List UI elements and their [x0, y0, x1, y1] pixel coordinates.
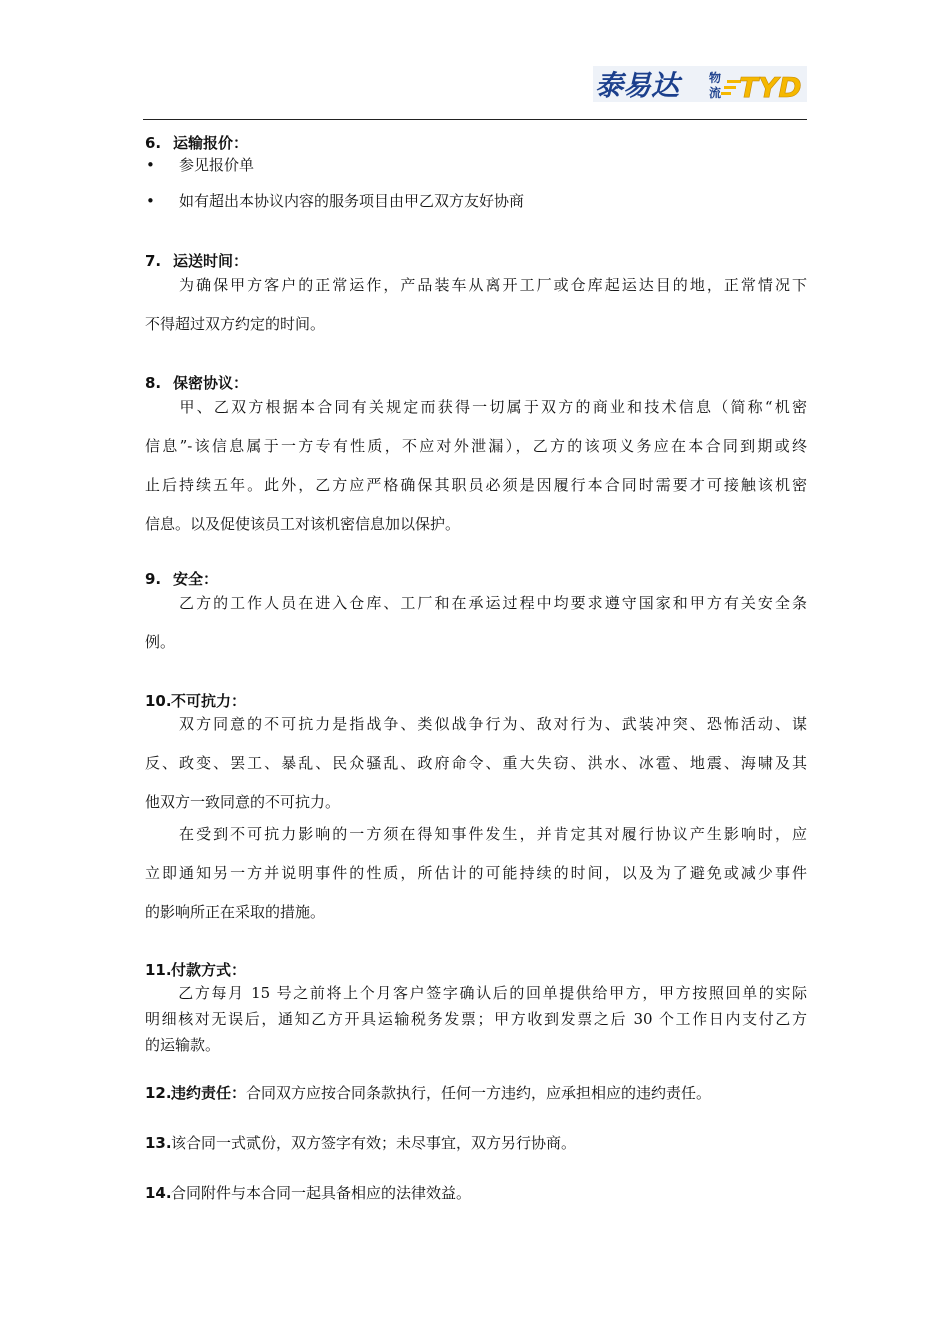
list-item-text: 如有超出本协议内容的服务项目由甲乙双方友好协商 [179, 192, 525, 210]
paragraph-line: 为确保甲方客户的正常运作，产品装车从离开工厂或仓库起运达目的地，正常情况下 [145, 276, 807, 294]
section-number: 7. [145, 252, 162, 270]
section-9-paragraph [145, 592, 807, 670]
logo-chinese-name: 泰易达 [595, 69, 680, 102]
section-number: 14. [145, 1184, 172, 1202]
section-title: 保密协议： [173, 374, 249, 392]
section-text: 该合同一式贰份，双方签字有效；未尽事宜，双方另行协商。 [171, 1134, 577, 1152]
paragraph-line: 乙方的工作人员在进入仓库、工厂和在承运过程中均要求遵守国家和甲方有关安全条 [145, 594, 807, 612]
section-14 [145, 1183, 471, 1203]
section-8-heading [145, 373, 248, 393]
list-item-text: 参见报价单 [179, 156, 255, 174]
section-number: 13. [145, 1134, 172, 1152]
section-title: 违约责任： [171, 1084, 247, 1102]
section-title: 不可抗力： [171, 692, 247, 710]
section-title: 运送时间： [173, 252, 249, 270]
section-title: 安全： [173, 570, 219, 588]
section-text: 合同附件与本合同一起具备相应的法律效益。 [171, 1184, 472, 1202]
section-10-heading [145, 691, 246, 711]
section-number: 6. [145, 134, 162, 152]
section-6-heading [145, 133, 248, 153]
logo-small-char-1: 物 [709, 71, 722, 85]
paragraph-line: 的影响所正在采取的措施。 [145, 903, 326, 921]
section-7-paragraph [145, 274, 807, 352]
section-8-paragraph [145, 396, 807, 552]
section-10-paragraph-1 [145, 713, 807, 830]
section-number: 10. [145, 692, 172, 710]
section-7-heading [145, 251, 248, 271]
paragraph-line: 反、政变、罢工、暴乱、民众骚乱、政府命令、重大失窃、洪水、冰雹、地震、海啸及其 [145, 754, 807, 772]
paragraph-line: 立即通知另一方并说明事件的性质，所估计的可能持续的时间，以及为了避免或减少事件 [145, 864, 807, 882]
section-11-paragraph [145, 982, 807, 1060]
paragraph-line: 例。 [145, 633, 176, 651]
paragraph-line: 甲、乙双方根据本合同有关规定而获得一切属于双方的商业和技术信息（简称“机密 [145, 398, 807, 416]
company-logo [593, 66, 807, 102]
header-divider [143, 119, 807, 120]
paragraph-line: 他双方一致同意的不可抗力。 [145, 793, 341, 811]
logo-english-name: TYD [739, 71, 802, 102]
bullet-icon: • [146, 192, 155, 210]
section-number: 9. [145, 570, 162, 588]
section-number: 12. [145, 1084, 172, 1102]
section-title: 付款方式： [171, 961, 247, 979]
section-9-heading [145, 569, 218, 589]
section-title: 运输报价： [173, 134, 249, 152]
paragraph-line: 明细核对无误后，通知乙方开具运输税务发票；甲方收到发票之后 30 个工作日内支付乙方 [145, 1010, 807, 1028]
list-item [146, 154, 254, 176]
section-13 [145, 1133, 576, 1153]
section-text: 合同双方应按合同条款执行，任何一方违约，应承担相应的违约责任。 [246, 1084, 712, 1102]
paragraph-line: 乙方每月 15 号之前将上个月客户签字确认后的回单提供给甲方，甲方按照回单的实际 [145, 984, 807, 1002]
list-item [146, 190, 524, 212]
paragraph-line: 信息。以及促使该员工对该机密信息加以保护。 [145, 515, 461, 533]
paragraph-line: 信息”-该信息属于一方专有性质，不应对外泄漏），乙方的该项义务应在本合同到期或终 [145, 437, 807, 455]
paragraph-line: 双方同意的不可抗力是指战争、类似战争行为、敌对行为、武装冲突、恐怖活动、谋 [145, 715, 807, 733]
section-11-heading [145, 960, 246, 980]
section-number: 11. [145, 961, 172, 979]
paragraph-line: 止后持续五年。此外，乙方应严格确保其职员必须是因履行本合同时需要才可接触该机密 [145, 476, 807, 494]
section-12 [145, 1083, 711, 1103]
section-10-paragraph-2 [145, 823, 807, 940]
paragraph-line: 在受到不可抗力影响的一方须在得知事件发生，并肯定其对履行协议产生影响时，应 [145, 825, 807, 843]
section-number: 8. [145, 374, 162, 392]
paragraph-line: 的运输款。 [145, 1036, 221, 1054]
logo-small-char-2: 流 [709, 86, 722, 100]
bullet-icon: • [146, 156, 155, 174]
paragraph-line: 不得超过双方约定的时间。 [145, 315, 326, 333]
